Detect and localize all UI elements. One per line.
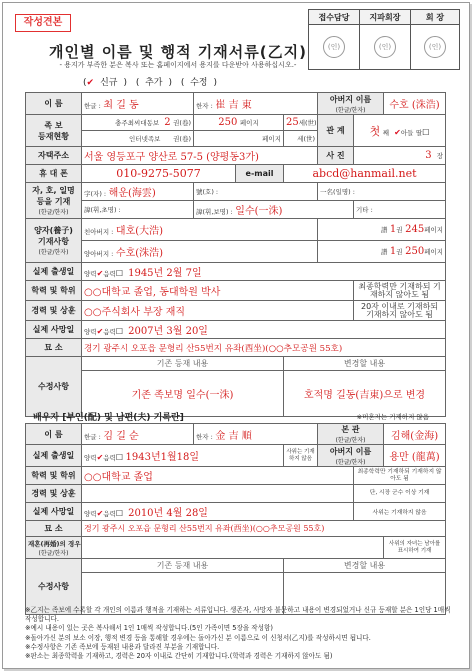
spouse-label-remarry: 재혼(再婚)의 경우 (한글/한자) [26,537,82,559]
approval-header-3: 회 장 [411,10,460,25]
person-table [25,92,446,417]
education-note: 최종학력만 기재하되 기재하지 않아도 됨 [354,281,446,301]
footer-note: ※乙지는 족보에 수록할 각 개인의 이름과 행적을 기재하는 서류입니다. 생존자, 사망자 불문하고 내용이 변경되었거나 신규 등재할 분은 1인당 1매씩 작성합니다. [25,606,451,624]
spouse-remarry-cell[interactable] [82,537,384,559]
spouse-label-career: 경력 및 상훈 [26,485,82,503]
spouse-table [25,423,446,615]
label-name: 이 름 [26,93,82,115]
relation-cell[interactable]: 첫 째 ✔아들 딸☐ [354,115,446,147]
option-new[interactable]: (✔ 신규 ) [83,78,127,88]
corrections-header-new: 변경할 내용 [284,357,446,371]
name-hangul: 최 길 동 [103,100,139,111]
label-phone: 휴 대 폰 [26,165,82,183]
hwi-cell[interactable]: 諱(휘,초명) : [82,201,194,219]
approval-seal-3[interactable]: (인) [411,25,460,70]
birth-cell[interactable]: 양력✔음력☐ 1945년 2월 7일 [82,263,446,281]
footer-note: ※판소는 최종학력을 기재하고, 경력은 20자 이내로 간단히 기재합니다.(학력과 경력은 기재하지 않아도 됨) [25,652,333,661]
footer-note: ※수정사항은 기존 족보에 등재된 내용과 달라진 부분을 기재합니다. [25,642,220,651]
approval-seal-1[interactable]: (인) [309,25,360,70]
footer-notes [25,606,451,661]
label-grave: 묘 소 [26,339,82,357]
approval-header-2: 지파회장 [360,10,411,25]
jokbo-row2[interactable]: 인터넷족보 권(卷) [82,131,194,147]
check-icon: ✔ [86,78,95,88]
form-subtitle: - 용지가 부족한 분은 복사 또는 홈페이지에서 용지를 다운받아 사용하십시오.- [59,61,297,69]
jokbo-row1[interactable]: 충주최씨대동보 2 권(卷) [82,115,194,131]
label-father: 아버지 이름 (한글/한자) [318,93,384,115]
label-email: e-mail [236,165,284,183]
check-icon: ✔ [96,269,104,278]
jokbo-row1-page[interactable]: 250 페이지 [194,115,284,131]
approval-seal-2[interactable]: (인) [360,25,411,70]
jokbo-row2-gen[interactable]: 세(世) [284,131,318,147]
option-add[interactable]: ( 추가 ) [135,78,172,88]
spouse-label-corrections: 수정사항 [26,559,82,615]
spouse-career-cell[interactable] [82,485,354,503]
education-value: ○○대학교 졸업, 동대학원 박사 [84,287,221,298]
photo-count-cell[interactable]: 3 장 [354,147,446,165]
spouse-label-bongwan: 본 관 (한글/한자) [318,424,384,445]
name-hanja-cell[interactable]: 한자 : 崔 吉 東 [194,93,318,115]
label-death: 실제 사망일 [26,321,82,339]
corrections-new-cell[interactable] [284,371,446,417]
spouse-education-note: 최종학력만 기재하되 기재하지 않아도 됨 [354,467,446,485]
grave-cell[interactable] [82,339,446,357]
name-hanja: 崔 吉 東 [215,100,252,111]
spouse-label-death: 실제 사망일 [26,503,82,521]
spouse-death-cell[interactable]: 양력✔음력☐ 2010년 4월 28일 [82,503,354,521]
check-icon: ✔ [96,327,104,336]
spouse-grave-cell[interactable] [82,521,446,537]
corrections-new-value: 호적명 길동(吉東)으로 변경 [303,390,426,401]
email-value: abcd@hanmail.net [312,167,417,180]
form-type-options [83,75,223,88]
check-icon: ✔ [96,509,104,518]
spouse-bongwan: 김해(金海) [390,430,439,442]
label-corrections: 수정사항 [26,357,82,417]
jokbo-row2-page[interactable]: 페이지 [194,131,284,147]
career-cell[interactable] [82,301,354,321]
education-cell[interactable] [82,281,354,301]
spouse-grave-value: 경기 광주시 오포읍 문형리 산55번지 유좌(酉坐)(○○추모공원 55호) [84,524,325,533]
career-note: 20자 이내로 기재하되 기재하지 않아도 됨 [354,301,446,321]
spouse-label-name: 이 름 [26,424,82,445]
approval-table [308,9,460,70]
corrections-header-old: 기존 등재 내용 [82,357,284,371]
ja-cell[interactable]: 字(자) : 해운(海雲) [82,183,194,201]
spouse-father-cell[interactable] [384,445,446,467]
check-icon: ✔ [96,453,104,462]
spouse-name-hanja: 金 吉 順 [215,430,252,442]
label-jokbo: 족 보 등재현황 [26,115,82,147]
footer-note: ※예시 내용이 있는 곳은 복사해서 1인 1매씩 작성합니다.(5인 가족이면 5장을 작성함) [25,624,273,633]
spouse-birth-value: 1943년1월18일 [125,452,200,463]
bio-father-ref[interactable]: 譜 1권 245페이지 [318,219,446,241]
phone-value: 010-9275-5077 [116,167,201,180]
spouse-remarry-note: 사위의 자녀는 남아를 표시하여 기재 [384,537,446,559]
death-cell[interactable]: 양력✔음력☐ 2007년 3월 20일 [82,321,446,339]
spouse-death-note: 사위는 기재하지 않음 [354,503,446,521]
spouse-education-value: ○○대학교 졸업 [84,472,153,483]
form-title: 개인별 이름 및 행적 기재서류(乙지) [49,43,307,61]
document-page [2,2,470,669]
hwi2-cell[interactable]: 諱(휘,보명) : 일수(一洙) [194,201,354,219]
phone-cell[interactable] [82,165,236,183]
spouse-section-note: ※미혼자는 기재하지 않음 [356,413,429,421]
spouse-education-cell[interactable] [82,467,354,485]
spouse-father: 용만 (龍萬) [389,452,440,463]
address-cell[interactable] [82,147,318,165]
label-education: 학력 및 학위 [26,281,82,301]
spouse-label-grave: 묘 소 [26,521,82,537]
address-value: 서울 영등포구 양산로 57-5 (양평동3가) [84,152,259,163]
spouse-corrections-header-new: 변경할 내용 [284,559,446,573]
spouse-label-father: 아버지 이름 (한글/한자) [318,445,384,467]
label-photo: 사 진 [318,147,354,165]
corrections-old-value: 기존 족보명 일수(一洙) [131,390,234,401]
spouse-name-hangul-cell[interactable]: 한글 : 김 길 순 [82,424,194,445]
label-birth: 실제 출생일 [26,263,82,281]
jokbo-row1-gen[interactable]: 25세(世) [284,115,318,131]
label-relation: 관 계 [318,115,354,147]
birth-value: 1945년 2월 7일 [128,268,202,279]
death-value: 2007년 3월 20일 [128,326,208,337]
spouse-death-value: 2010년 4월 28일 [128,508,208,519]
adopt-father-cell[interactable]: 양아버지 : 수호(洙浩) [82,241,318,263]
ilmyeong-cell[interactable]: 一名(일명) : [318,183,446,201]
spouse-bongwan-cell[interactable] [384,424,446,445]
check-icon: ✔ [394,127,401,137]
father-name-cell[interactable] [384,93,446,115]
label-ja-ho: 자, 호, 일명 등을 기재 (한글/한자) [26,183,82,219]
label-address: 자택주소 [26,147,82,165]
grave-value: 경기 광주시 오포읍 문형리 산55번지 유좌(酉坐)(○○추모공원 55호) [84,343,343,354]
spouse-section-title: 배우자 [부인(配) 및 남편(夫) 기록란] [33,413,184,423]
spouse-corrections-header-old: 기존 등재 내용 [82,559,284,573]
bio-father-cell[interactable]: 친아버지 : 대호(大浩) [82,219,318,241]
father-name: 수호 (洙浩) [389,100,440,111]
approval-header-1: 접수담당 [309,10,360,25]
label-career: 경력 및 상훈 [26,301,82,321]
spouse-label-birth: 실제 출생일 [26,445,82,467]
label-adoption: 양자(養子) 기재사항 (한글/한자) [26,219,82,263]
adopt-father-ref[interactable]: 譜 1권 250페이지 [318,241,446,263]
spouse-birth-cell[interactable]: 양력✔음력☐ 1943년1월18일 [82,445,284,467]
spouse-label-education: 학력 및 학위 [26,467,82,485]
spouse-name-hanja-cell[interactable]: 한자 : 金 吉 順 [194,424,318,445]
ho-cell[interactable]: 號(호) : [194,183,318,201]
career-value: ○○주식회사 부장 재직 [84,307,186,318]
spouse-birth-note: 사위는 기재하지 않음 [284,445,318,467]
option-edit[interactable]: ( 수정 ) [180,78,217,88]
email-cell[interactable] [284,165,446,183]
footer-note: ※돌아가신 분의 보소 이장, 행적 변경 등을 통해할 경우에는 돌아가신 분 이름으로 이 신청서(乙지)를 작성하시면 됩니다. [25,633,371,642]
spouse-career-note: 단, 시장 군수 이상 기재 [354,485,446,503]
etc-cell[interactable]: 기타 : [354,201,446,219]
sample-badge: 작성견본 [15,14,71,32]
spouse-name-hangul: 김 길 순 [103,430,139,442]
name-hangul-cell[interactable]: 한글 : 최 길 동 [82,93,194,115]
